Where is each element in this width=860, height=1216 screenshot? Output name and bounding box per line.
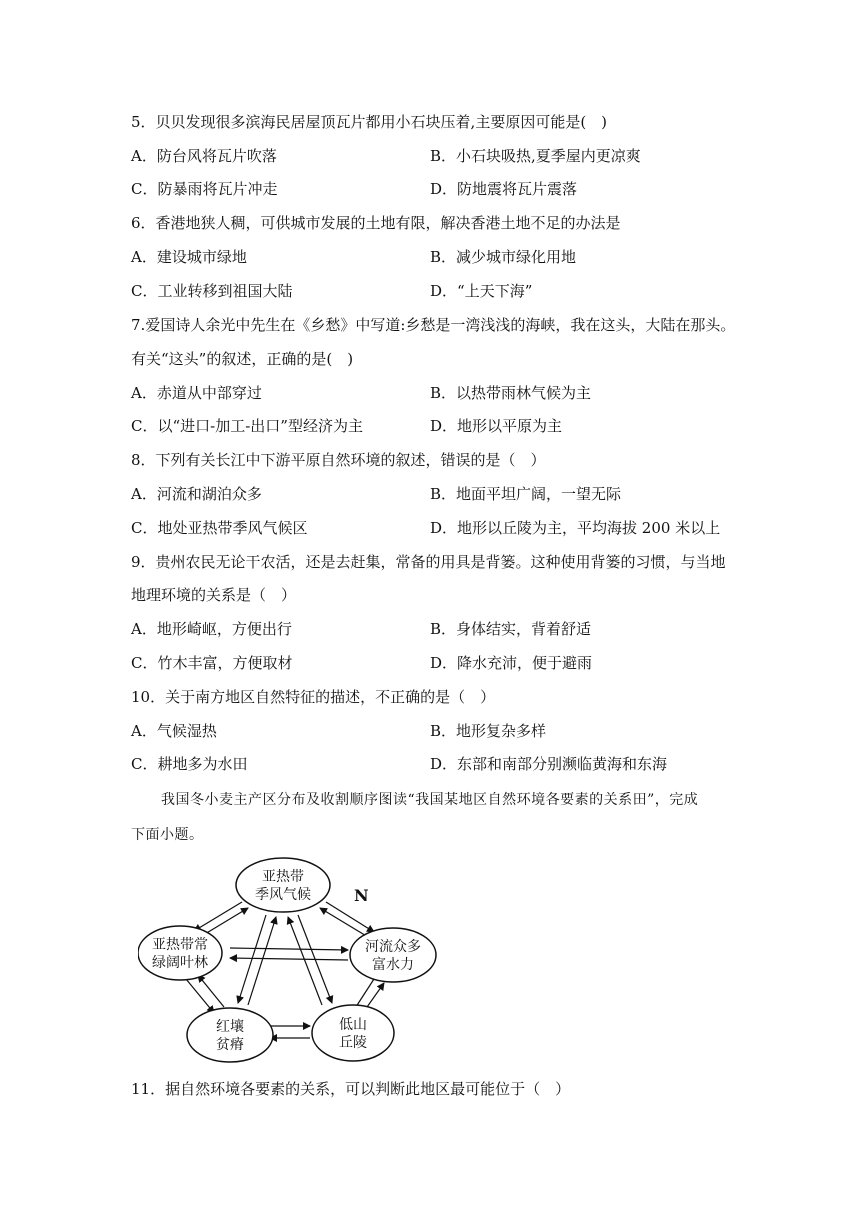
node-climate-line1: 亚热带 xyxy=(262,869,304,885)
question-9-option-a: A．地形崎岖，方便出行 xyxy=(131,620,292,638)
question-5-option-c: C．防暴雨将瓦片冲走 xyxy=(131,180,278,198)
north-label: N xyxy=(354,886,369,905)
node-hill-line1: 低山 xyxy=(339,1017,367,1033)
question-8-stem: 8．下列有关长江中下游平原自然环境的叙述，错误的是（ ） xyxy=(131,451,546,469)
intro-line-2: 下面小题。 xyxy=(131,827,204,843)
question-7-option-a: A．赤道从中部穿过 xyxy=(131,384,262,402)
question-11-stem: 11．据自然环境各要素的关系，可以判断此地区最可能位于（ ） xyxy=(131,1080,571,1098)
question-10-option-b: B．地形复杂多样 xyxy=(430,722,547,740)
question-6-option-b: B．减少城市绿化用地 xyxy=(430,248,577,266)
node-climate-line2: 季风气候 xyxy=(255,887,311,903)
question-8-option-d: D．地形以丘陵为主，平均海拔 200 米以上 xyxy=(430,519,721,537)
question-10-option-c: C．耕地多为水田 xyxy=(131,755,248,773)
question-7-stem: 7.爱国诗人余光中先生在《乡愁》中写道:乡愁是一湾浅浅的海峡，我在这头，大陆在那头。 xyxy=(131,316,736,334)
question-7-option-b: B．以热带雨林气候为主 xyxy=(430,384,592,402)
question-7-stem-cont: 有关“这头”的叙述，正确的是( ) xyxy=(131,350,354,368)
question-8-option-a: A．河流和湖泊众多 xyxy=(131,485,262,503)
question-9-stem: 9．贵州农民无论干农活，还是去赶集，常备的用具是背篓。这种使用背篓的习惯，与当地 xyxy=(131,553,726,571)
question-7-option-d: D．地形以平原为主 xyxy=(430,417,563,435)
question-9-option-d: D．降水充沛，便于避雨 xyxy=(430,654,593,672)
intro-line-1: 我国冬小麦主产区分布及收割顺序图读“我国某地区自然环境各要素的关系田”，完成 xyxy=(161,792,699,808)
question-9-option-b: B．身体结实，背着舒适 xyxy=(430,620,592,638)
node-soil-line2: 贫瘠 xyxy=(216,1037,244,1053)
question-5-stem: 5．贝贝发现很多滨海民居屋顶瓦片都用小石块压着,主要原因可能是( ) xyxy=(131,113,608,131)
node-hill-line2: 丘陵 xyxy=(339,1035,367,1051)
node-river-line2: 富水力 xyxy=(372,957,414,973)
environment-relationship-diagram xyxy=(138,855,448,1065)
question-6-option-c: C．工业转移到祖国大陆 xyxy=(131,282,293,300)
question-10-stem: 10．关于南方地区自然特征的描述，不正确的是（ ） xyxy=(131,688,496,706)
question-5-option-d: D．防地震将瓦片震落 xyxy=(430,180,578,198)
question-5-option-a: A．防台风将瓦片吹落 xyxy=(131,147,277,165)
question-9-option-c: C．竹木丰富，方便取材 xyxy=(131,654,293,672)
node-forest-line1: 亚热带常 xyxy=(152,937,208,953)
question-5-option-b: B．小石块吸热,夏季屋内更凉爽 xyxy=(430,147,641,165)
question-6-option-a: A．建设城市绿地 xyxy=(131,248,247,266)
node-forest-line2: 绿阔叶林 xyxy=(152,955,208,971)
node-river-line1: 河流众多 xyxy=(365,939,421,955)
question-10-option-d: D．东部和南部分别濒临黄海和东海 xyxy=(430,755,668,773)
question-9-stem-cont: 地理环境的关系是（ ） xyxy=(131,586,297,604)
question-6-option-d: D．“上天下海” xyxy=(430,282,533,300)
question-7-option-c: C．以“进口-加工-出口”型经济为主 xyxy=(131,417,363,435)
question-8-option-b: B．地面平坦广阔，一望无际 xyxy=(430,485,622,503)
question-10-option-a: A．气候湿热 xyxy=(131,722,217,740)
question-6-stem: 6．香港地狭人稠，可供城市发展的土地有限，解决香港土地不足的办法是 xyxy=(131,214,621,232)
question-8-option-c: C．地处亚热带季风气候区 xyxy=(131,519,308,537)
node-soil-line1: 红壤 xyxy=(216,1019,244,1035)
